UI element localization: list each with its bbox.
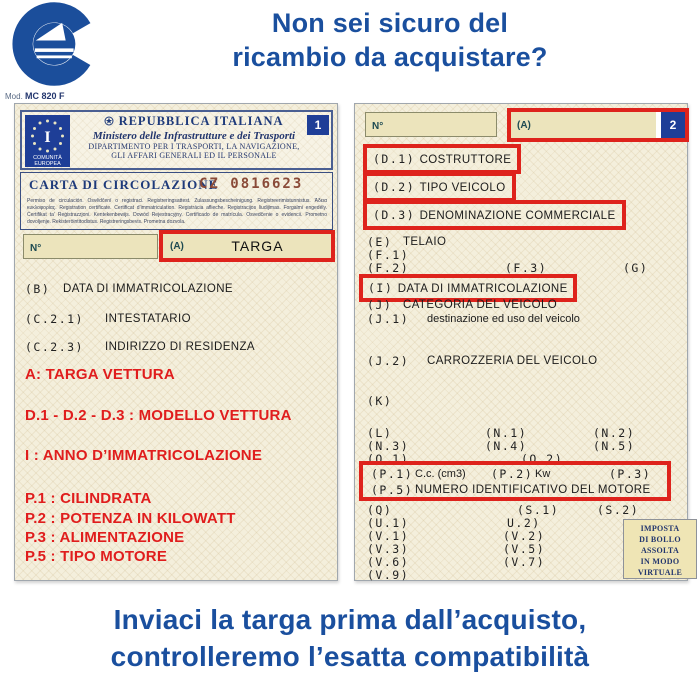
imposta-line: ASSOLTA: [640, 546, 680, 555]
brand-logo-icon: [12, 0, 100, 88]
p5-label: NUMERO IDENTIFICATIVO DEL MOTORE: [415, 484, 651, 496]
d2-label: TIPO VEICOLO: [419, 182, 506, 194]
n2-code: (N.2): [593, 426, 636, 440]
i-label: DATA DI IMMATRICOLAZIONE: [397, 283, 568, 295]
eu-flag-badge: [25, 115, 70, 167]
doc-header-box: [20, 110, 333, 170]
legend-anno: I : ANNO D’IMMATRICOLAZIONE: [25, 447, 263, 464]
v6-code: (V.6): [367, 555, 410, 569]
q-code: (Q): [367, 503, 393, 517]
d3-code: (D.3): [373, 208, 416, 222]
imposta-line: DI BOLLO: [639, 535, 681, 544]
e-label: TELAIO: [403, 236, 447, 248]
f2-code: (F.2): [367, 261, 410, 275]
u2-code: U.2): [507, 516, 541, 530]
f3-code: (F.3): [505, 261, 548, 275]
registration-card-page1: [14, 103, 338, 581]
row-c23-code: (C.2.3): [25, 340, 84, 354]
n1-code: (N.1): [485, 426, 528, 440]
d3-label: DENOMINAZIONE COMMERCIALE: [419, 210, 616, 222]
footer-message: [0, 601, 700, 675]
page-number-2: 2: [661, 112, 685, 138]
legend-tipo-motore: P.5 : TIPO MOTORE: [25, 548, 168, 565]
d1-code: (D.1): [373, 152, 416, 166]
d1-highlight-box: [363, 144, 521, 174]
mod-label: [5, 91, 65, 101]
s1-code: (S.1): [517, 503, 560, 517]
p-highlight-box: [359, 461, 671, 501]
targa-highlight-box: [159, 230, 335, 262]
n-label-2: N°: [372, 121, 384, 132]
d3-highlight-box: [363, 200, 626, 230]
v3-code: (V.3): [367, 542, 410, 556]
svg-text:EUROPEA: EUROPEA: [34, 161, 61, 167]
j2-code: (J.2): [367, 354, 410, 368]
i-code: (I): [368, 281, 394, 295]
d1-label: COSTRUTTORE: [419, 154, 512, 166]
o2-code: (O.2): [521, 452, 564, 466]
legend-modello: D.1 - D.2 - D.3 : MODELLO VETTURA: [25, 407, 292, 424]
s2-code: (S.2): [597, 503, 640, 517]
v9-code: (V.9): [367, 568, 410, 582]
l-code: (L): [367, 426, 393, 440]
legend-alimentazione: P.3 : ALIMENTAZIONE: [25, 529, 185, 546]
v1-code: (V.1): [367, 529, 410, 543]
legend-cilindrata: P.1 : CILINDRATA: [25, 490, 152, 507]
e-code: (E): [367, 235, 393, 249]
doc-title: CARTA DI CIRCOLAZIONE: [29, 177, 219, 192]
imposta-di-bollo-stamp: [623, 519, 697, 579]
j1-label: destinazione ed uso del veicolo: [427, 313, 580, 325]
j-code: (J): [367, 298, 393, 312]
j1-code: (J.1): [367, 312, 410, 326]
footer-line-1: Inviaci la targa prima dall’acquisto,: [113, 604, 587, 635]
a-code-2: (A): [517, 119, 531, 131]
row-c21-code: (C.2.1): [25, 312, 84, 326]
row-c23-label: INDIRIZZO DI RESIDENZA: [105, 341, 256, 353]
title-line-1: Non sei sicuro del: [271, 8, 509, 38]
imposta-line: IMPOSTA: [640, 524, 680, 533]
row-b-label: DATA DI IMMATRICOLAZIONE: [63, 283, 233, 295]
legend-potenza: P.2 : POTENZA IN KILOWATT: [25, 510, 236, 527]
republic-emblem-icon: [104, 116, 114, 126]
p3-code: (P.3): [609, 467, 652, 481]
d2-code: (D.2): [373, 180, 416, 194]
page-title: [118, 6, 662, 74]
dept-line-1: DIPARTIMENTO PER I TRASPORTI, LA NAVIGAZIONE,: [88, 142, 300, 151]
doc-number-field: [23, 234, 158, 259]
imposta-line: VIRTUALE: [637, 568, 683, 577]
ministry-line: Ministero delle Infrastrutture e dei Trasporti: [92, 130, 296, 142]
j-label: CATEGORIA DEL VEICOLO: [403, 299, 558, 311]
p1-code: (P.1): [371, 467, 414, 481]
k-code: (K): [367, 394, 393, 408]
dept-line-2: GLI AFFARI GENERALI ED IL PERSONALE: [111, 151, 277, 160]
j2-label: CARROZZERIA DEL VEICOLO: [427, 355, 598, 367]
g-code: (G): [623, 261, 649, 275]
mod-prefix: Mod.: [5, 92, 23, 101]
n3-code: (N.3): [367, 439, 410, 453]
country-name: REPUBBLICA ITALIANA: [118, 114, 284, 128]
p1-label: C.c. (cm3): [415, 468, 466, 480]
targa-label: TARGA: [231, 238, 284, 254]
f1-code: (F.1): [367, 248, 410, 262]
row-c21-label: INTESTATARIO: [105, 313, 191, 325]
doc-title-box: [20, 172, 333, 230]
page-number-1: 1: [307, 115, 329, 135]
imposta-line: IN MODO: [640, 557, 680, 566]
a-field-2: [511, 112, 656, 138]
doc-serial-number: CZ 0816623: [199, 176, 304, 192]
svg-text:COMUNITÀ: COMUNITÀ: [33, 155, 62, 161]
n4-code: (N.4): [485, 439, 528, 453]
n-label: N°: [30, 243, 42, 254]
targa-field: [163, 234, 331, 258]
doc-header-texts: [74, 114, 314, 160]
title-line-2: ricambio da acquistare?: [232, 42, 548, 72]
p5-code: (P.5): [371, 483, 414, 497]
v2-code: (V.2): [503, 529, 546, 543]
n5-code: (N.5): [593, 439, 636, 453]
targa-code: (A): [170, 240, 184, 252]
row-b-code: (B): [25, 282, 51, 296]
targa-highlight-box-2: [507, 108, 689, 142]
doc-number-field-2: [365, 112, 497, 137]
registration-card-page2: [354, 103, 688, 581]
p2-code: (P.2): [491, 467, 534, 481]
u1-code: (U.1): [367, 516, 410, 530]
footer-line-2: controlleremo l’esatta compatibilità: [110, 641, 590, 672]
translations-paragraph: Permiso de circulación. Osvědčení o registraci. Registreringsattest. Zulassungsbescheinigung. Registreerimistunnistus. Άδεια κυκλοφορίας. Registration certificate. Certificat d’immatriculation. Registrácia aflieche. Registracijos liudijimas. Forgalmi engedély. Ċertifikat ta’ Reġistrazzjoni. Kentekenbewijs. Dowód Rejestracyjny. Certificado de matrícula. Osvedčenie o evidencii. Prometno dovoljenje. Rekisteröintitodistus. Registreringsbevis. Prometna dozvola.: [27, 198, 327, 225]
v7-code: (V.7): [503, 555, 546, 569]
legend-targa: A: TARGA VETTURA: [25, 366, 175, 383]
svg-text:I: I: [44, 129, 51, 146]
country-title: [74, 114, 314, 129]
p2-label: Kw: [535, 468, 551, 480]
v5-code: (V.5): [503, 542, 546, 556]
mod-value: MC 820 F: [25, 91, 65, 101]
o1-code: (O.1): [367, 452, 410, 466]
d2-highlight-box: [363, 172, 516, 202]
